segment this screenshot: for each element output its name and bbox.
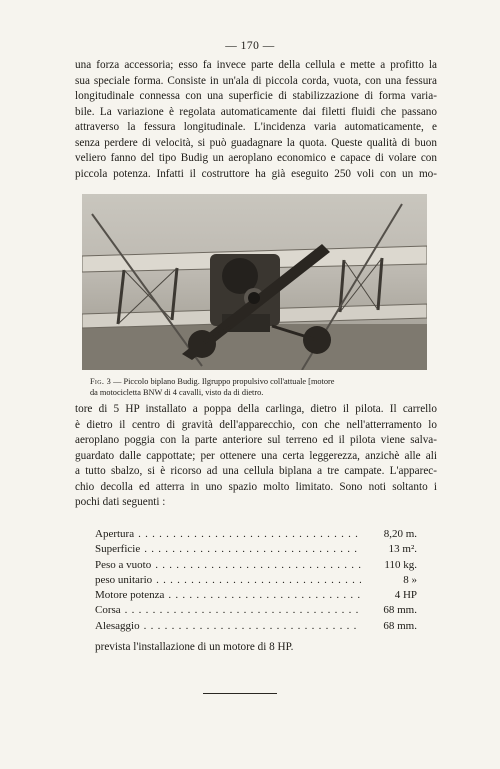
spec-label: peso unitario bbox=[95, 573, 153, 586]
text-line: sua speciale forma. Consiste in un'ala di piccola corda, vuota, con una fessura bbox=[75, 74, 437, 87]
closing-sentence: prevista l'installazione di un motore di 8 HP. bbox=[95, 641, 294, 653]
text-line: piccola potenza. Infatti il costruttore ha già eseguito 250 voli con un mo- bbox=[75, 167, 437, 180]
spec-row bbox=[95, 603, 417, 618]
spec-value: 68 mm. bbox=[383, 619, 417, 632]
text-line: guardato dalle cappottate; per ottenere una certa leggerezza, anzichè alle ali bbox=[75, 449, 437, 462]
spec-label: Corsa bbox=[95, 604, 121, 617]
text-line: veliero fanno del tipo Budig un aeroplano economico e capace di volare con bbox=[75, 152, 437, 164]
spec-value: 8 » bbox=[403, 573, 417, 586]
spec-value: 4 HP bbox=[394, 589, 417, 602]
page-number: — 170 — bbox=[225, 40, 275, 52]
paragraph-2 bbox=[75, 402, 437, 511]
leader-dots bbox=[125, 603, 361, 618]
text-line: pochi dati seguenti : bbox=[75, 496, 166, 508]
leader-dots bbox=[156, 573, 361, 588]
spec-row bbox=[95, 527, 417, 542]
text-line: attraverso la fessura longitudinale. L'incidenza varia automaticamente, e bbox=[75, 121, 437, 133]
text-line: tore di 5 HP installato a poppa della carlinga, dietro il pilota. Il carrello bbox=[75, 403, 437, 415]
spec-table bbox=[95, 527, 417, 634]
spec-label: Alesaggio bbox=[95, 619, 140, 632]
leader-dots bbox=[144, 542, 361, 557]
text-line: una forza accessoria; esso fa invece parte della cellula e mette a profitto la bbox=[75, 59, 437, 71]
section-divider bbox=[203, 693, 277, 694]
spec-label: Superficie bbox=[95, 543, 141, 556]
figure-caption bbox=[90, 377, 425, 398]
spec-label: Motore potenza bbox=[95, 589, 165, 602]
spec-label: Peso a vuoto bbox=[95, 558, 152, 571]
text-line: senza perdere di velocità, si può guadagnare la quota. Queste qualità di buon bbox=[75, 136, 437, 149]
spec-value: 68 mm. bbox=[383, 604, 417, 617]
leader-dots bbox=[168, 588, 361, 603]
spec-value: 110 kg. bbox=[384, 558, 417, 571]
text-line: è dietro il centro di gravità dell'apparecchio, con che nell'atterramento lo bbox=[75, 418, 437, 431]
spec-row bbox=[95, 588, 417, 603]
leader-dots bbox=[155, 558, 361, 573]
spec-row bbox=[95, 542, 417, 557]
text-line: longitudinale connessa con una superficie di stabilizzazione di forma varia- bbox=[75, 90, 437, 102]
leader-dots bbox=[138, 527, 361, 542]
caption-text: — Piccolo biplano Budig. Ilgruppo propulsivo coll'attuale [motore bbox=[113, 377, 335, 386]
figure-label: Fig. 3 bbox=[90, 377, 112, 386]
paragraph-1 bbox=[75, 58, 437, 182]
spec-row bbox=[95, 558, 417, 573]
text-line: chio decolla ed atterra in uno spazio molto limitato. Sono noti soltanto i bbox=[75, 480, 437, 493]
spec-label: Apertura bbox=[95, 528, 135, 540]
spec-value: 8,20 m. bbox=[383, 528, 417, 540]
text-line: a tutto sbalzo, si è ricorso ad una cellula biplana a tre campate. L'apparec- bbox=[75, 465, 437, 477]
spec-row bbox=[95, 619, 417, 634]
spec-row bbox=[95, 573, 417, 588]
spec-value: 13 m². bbox=[388, 543, 417, 556]
leader-dots bbox=[144, 619, 361, 634]
caption-line: da motocicletta BNW di 4 cavalli, visto da di dietro. bbox=[90, 387, 264, 397]
biplane-photo bbox=[82, 194, 427, 370]
text-line: aeroplano poggia con la parte anteriore sul terreno ed il pilota viene salva- bbox=[75, 434, 437, 446]
text-line: bile. La variazione è regolata automaticamente dai filetti fluidi che passano bbox=[75, 105, 437, 118]
biplane-photo-illustration bbox=[82, 194, 427, 370]
caption-line bbox=[90, 377, 425, 388]
